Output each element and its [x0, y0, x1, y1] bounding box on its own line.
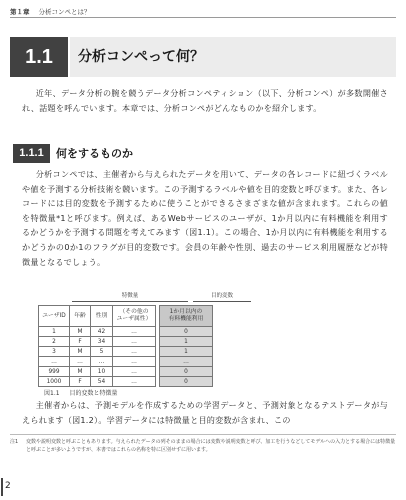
table-cell: …	[39, 357, 70, 367]
target-cell: 1	[160, 347, 213, 357]
running-head-title: 分析コンペとは？	[38, 7, 91, 16]
figure-1-1	[38, 291, 258, 383]
table-cell: 999	[39, 367, 70, 377]
footnote-label: 注1	[10, 439, 19, 445]
intro-paragraph: 近年、データ分析の腕を競うデータ分析コンペティション（以下、分析コンペ）が多数開催され、話題を呼んでいます。本章では、分析コンペがどんなものかを紹介します。	[22, 88, 388, 113]
page-number: 2	[5, 481, 11, 491]
section-title: 分析コンペって何？	[78, 49, 204, 65]
footnote	[10, 438, 396, 454]
page-edge-bar	[1, 478, 3, 496]
header-age: 年齢	[70, 306, 91, 327]
header-other-attributes-text: （その他の ユーザ属性）	[116, 309, 152, 322]
user-data-table	[38, 305, 213, 387]
table-cell: F	[70, 377, 91, 387]
table-cell: …	[113, 357, 156, 367]
table-cell: 34	[91, 337, 113, 347]
table-row	[39, 367, 213, 377]
table-cell: …	[113, 377, 156, 387]
table-cell: …	[113, 367, 156, 377]
footnote-rule	[10, 434, 396, 435]
table-cell: M	[70, 327, 91, 337]
table-cell: 10	[91, 367, 113, 377]
table-cell: 1000	[39, 377, 70, 387]
target-group-bracket	[193, 301, 251, 302]
subsection-number: 1.1.1	[13, 144, 50, 163]
table-cell: 54	[91, 377, 113, 387]
target-cell: 0	[160, 367, 213, 377]
table-row	[39, 337, 213, 347]
table-cell: M	[70, 367, 91, 377]
table-cell: M	[70, 347, 91, 357]
header-sex: 性別	[91, 306, 113, 327]
table-cell: 42	[91, 327, 113, 337]
running-head	[10, 5, 91, 17]
target-cell: 1	[160, 337, 213, 347]
table-cell: …	[113, 327, 156, 337]
table-header-row	[39, 306, 213, 327]
header-user-id: ユーザID	[39, 306, 70, 327]
table-row	[39, 347, 213, 357]
table-cell: …	[113, 337, 156, 347]
header-target	[160, 306, 213, 327]
subsection-title: 何をするものか	[56, 147, 133, 160]
figure-caption	[44, 388, 117, 397]
running-head-rule	[10, 17, 396, 18]
figure-caption-text: 目的変数と特徴量	[69, 390, 118, 397]
table-cell: 3	[39, 347, 70, 357]
body-paragraph: 分析コンペでは、主催者から与えられたデータを用いて、データの各レコードに紐づくラベルや値を予測する分析技術を競います。この予測するラベルや値を目的変数と呼びます。また、各レコードには目的変数を予測するために使うことができるさまざまな値が含まれます。これらの値を特徴量*1と呼びます。例えば、あるWebサービスのユーザが、1か月以内に有料機能を利用するかどうかを予測する問題を考えてみます（図1.1）。この場合、1か月以内に有料機能を利用するかどうかの0か1のフラグが目的変数です。会員の年齢や性別、過去のサービス利用履歴などが特徴量となるでしょう。	[22, 169, 388, 267]
footnote-text: 変数や説明変数と呼ぶこともあります。与えられたデータの列そのままの場合には変数や説明変数と呼び、加工を行うなどしてモデルへの入力とする場合には特徴量と呼ぶことが多いようですが、本書ではこれらの名称を特に区別せずに用います。	[26, 439, 396, 453]
table-cell: …	[113, 347, 156, 357]
table-cell: …	[91, 357, 113, 367]
target-cell: 0	[160, 327, 213, 337]
running-head-chapter: 第１章	[10, 7, 30, 16]
header-other-attributes	[113, 306, 156, 327]
table-cell: 5	[91, 347, 113, 357]
table-cell: 1	[39, 327, 70, 337]
table-cell: …	[70, 357, 91, 367]
figure-caption-number: 図1.1	[44, 390, 60, 397]
table-row	[39, 377, 213, 387]
feature-group-label: 特徴量	[121, 293, 139, 299]
target-cell: …	[160, 357, 213, 367]
table-cell: F	[70, 337, 91, 347]
body-paragraph-2: 主催者からは、予測モデルを作成するための学習データと、予測対象となるテストデータが与えられます（図1.2）。学習データには特徴量と目的変数が含まれ、この	[22, 400, 388, 425]
table-cell: 2	[39, 337, 70, 347]
table-row	[39, 327, 213, 337]
section-banner	[10, 37, 396, 77]
section-number: 1.1	[10, 37, 68, 77]
table-row	[39, 357, 213, 367]
header-target-text: 1か月以内の 有料機能利用	[168, 309, 204, 322]
feature-group-bracket	[72, 301, 188, 302]
target-group-label: 目的変数	[210, 293, 233, 299]
table-body	[39, 327, 213, 387]
target-cell: 0	[160, 377, 213, 387]
